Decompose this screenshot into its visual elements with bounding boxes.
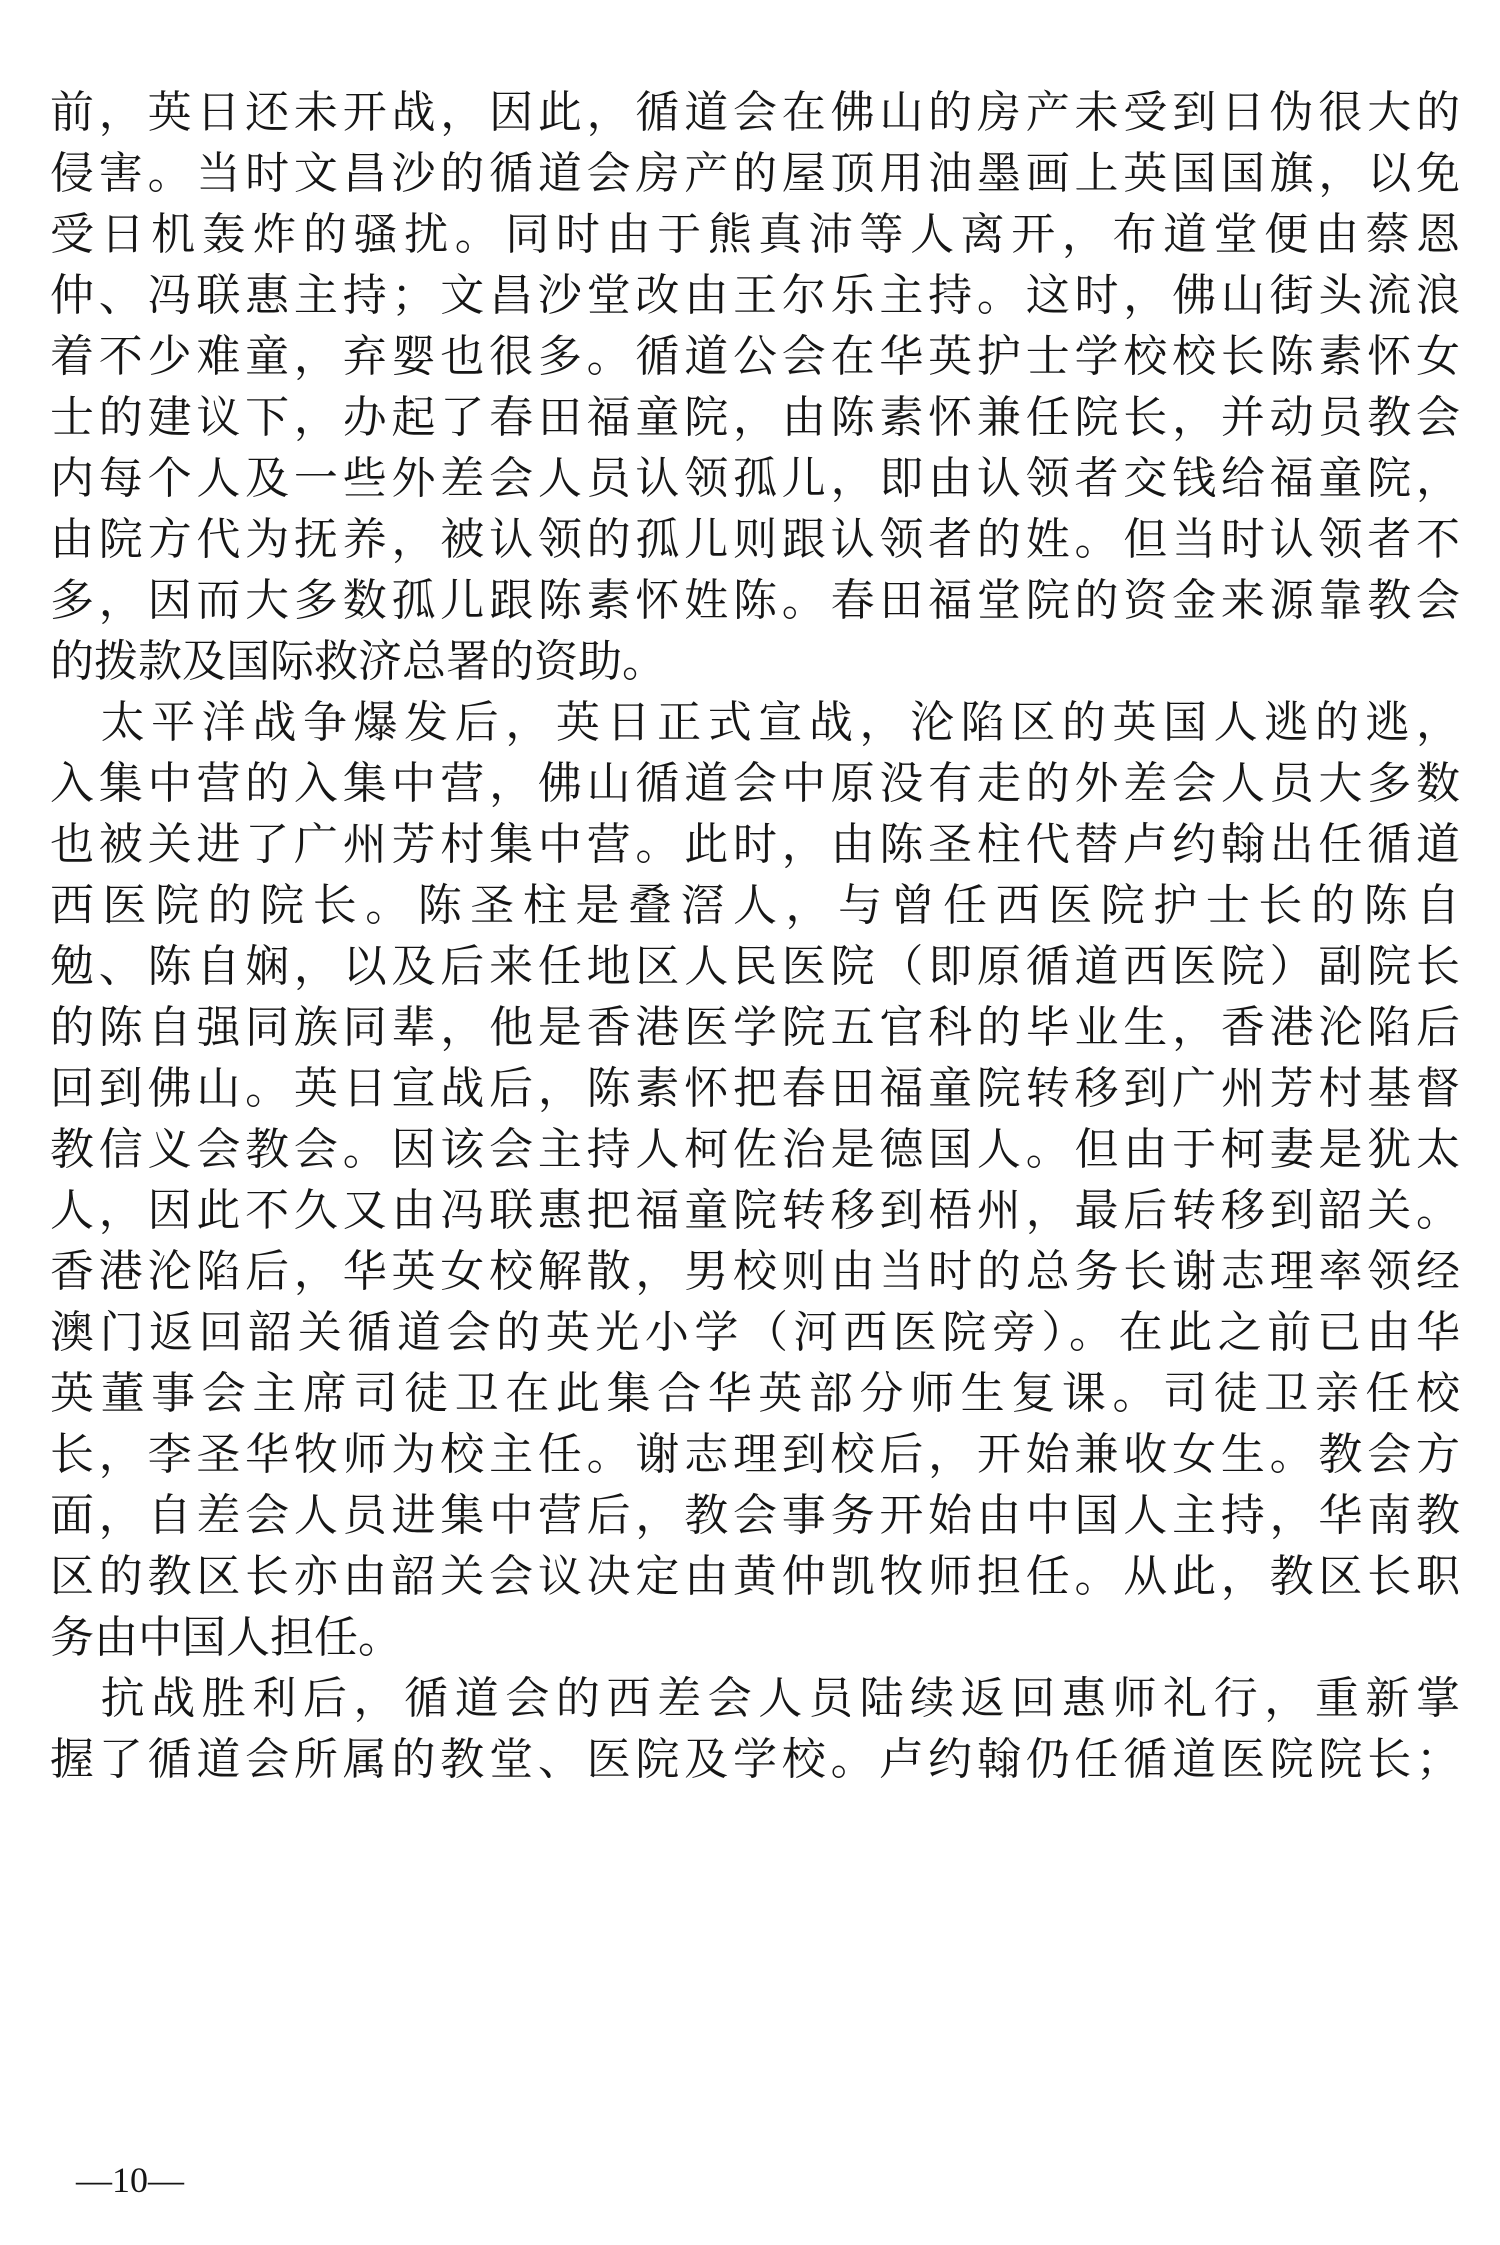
text-line: 教信义会教会。因该会主持人柯佐治是德国人。但由于柯妻是犹太 [50,1124,1460,1175]
text-line: 士的建议下，办起了春田福童院，由陈素怀兼任院长，并动员教会 [50,392,1460,443]
text-line: 入集中营的入集中营，佛山循道会中原没有走的外差会人员大多数 [50,758,1460,809]
text-line: 着不少难童，弃婴也很多。循道公会在华英护士学校校长陈素怀女 [50,331,1460,382]
text-line: 回到佛山。英日宣战后，陈素怀把春田福童院转移到广州芳村基督 [50,1063,1460,1114]
paragraph-start-line: 抗战胜利后，循道会的西差会人员陆续返回惠师礼行，重新掌 [50,1673,1460,1724]
text-line: 香港沦陷后，华英女校解散，男校则由当时的总务长谢志理率领经 [50,1246,1460,1297]
page-number: —10— [76,2160,184,2200]
paragraph-end-line: 的拨款及国际救济总署的资助。 [50,636,666,687]
text-line: 内每个人及一些外差会人员认领孤儿，即由认领者交钱给福童院， [50,453,1460,504]
text-line: 的陈自强同族同辈，他是香港医学院五官科的毕业生，香港沦陷后 [50,1002,1460,1053]
text-line: 西医院的院长。陈圣柱是叠滘人，与曾任西医院护士长的陈自 [50,880,1460,931]
text-line: 受日机轰炸的骚扰。同时由于熊真沛等人离开，布道堂便由蔡恩 [50,209,1460,260]
text-line: 英董事会主席司徒卫在此集合华英部分师生复课。司徒卫亲任校 [50,1368,1460,1419]
text-line: 人，因此不久又由冯联惠把福童院转移到梧州，最后转移到韶关。 [50,1185,1460,1236]
text-line: 仲、冯联惠主持；文昌沙堂改由王尔乐主持。这时，佛山街头流浪 [50,270,1460,321]
text-line: 也被关进了广州芳村集中营。此时，由陈圣柱代替卢约翰出任循道 [50,819,1460,870]
text-line: 勉、陈自娴，以及后来任地区人民医院（即原循道西医院）副院长 [50,941,1460,992]
text-line: 由院方代为抚养，被认领的孤儿则跟认领者的姓。但当时认领者不 [50,514,1460,565]
paragraph-end-line: 务由中国人担任。 [50,1612,402,1663]
text-line: 多，因而大多数孤儿跟陈素怀姓陈。春田福堂院的资金来源靠教会 [50,575,1460,626]
paragraph-start-line: 太平洋战争爆发后，英日正式宣战，沦陷区的英国人逃的逃， [50,697,1460,748]
text-line: 前，英日还未开战，因此，循道会在佛山的房产未受到日伪很大的 [50,87,1460,138]
document-body [50,82,1460,1790]
text-line: 区的教区长亦由韶关会议决定由黄仲凯牧师担任。从此，教区长职 [50,1551,1460,1602]
text-line: 长，李圣华牧师为校主任。谢志理到校后，开始兼收女生。教会方 [50,1429,1460,1480]
text-line: 握了循道会所属的教堂、医院及学校。卢约翰仍任循道医院院长； [50,1734,1460,1785]
text-line: 面，自差会人员进集中营后，教会事务开始由中国人主持，华南教 [50,1490,1460,1541]
text-line: 侵害。当时文昌沙的循道会房产的屋顶用油墨画上英国国旗，以免 [50,148,1460,199]
text-line: 澳门返回韶关循道会的英光小学（河西医院旁）。在此之前已由华 [50,1307,1460,1358]
